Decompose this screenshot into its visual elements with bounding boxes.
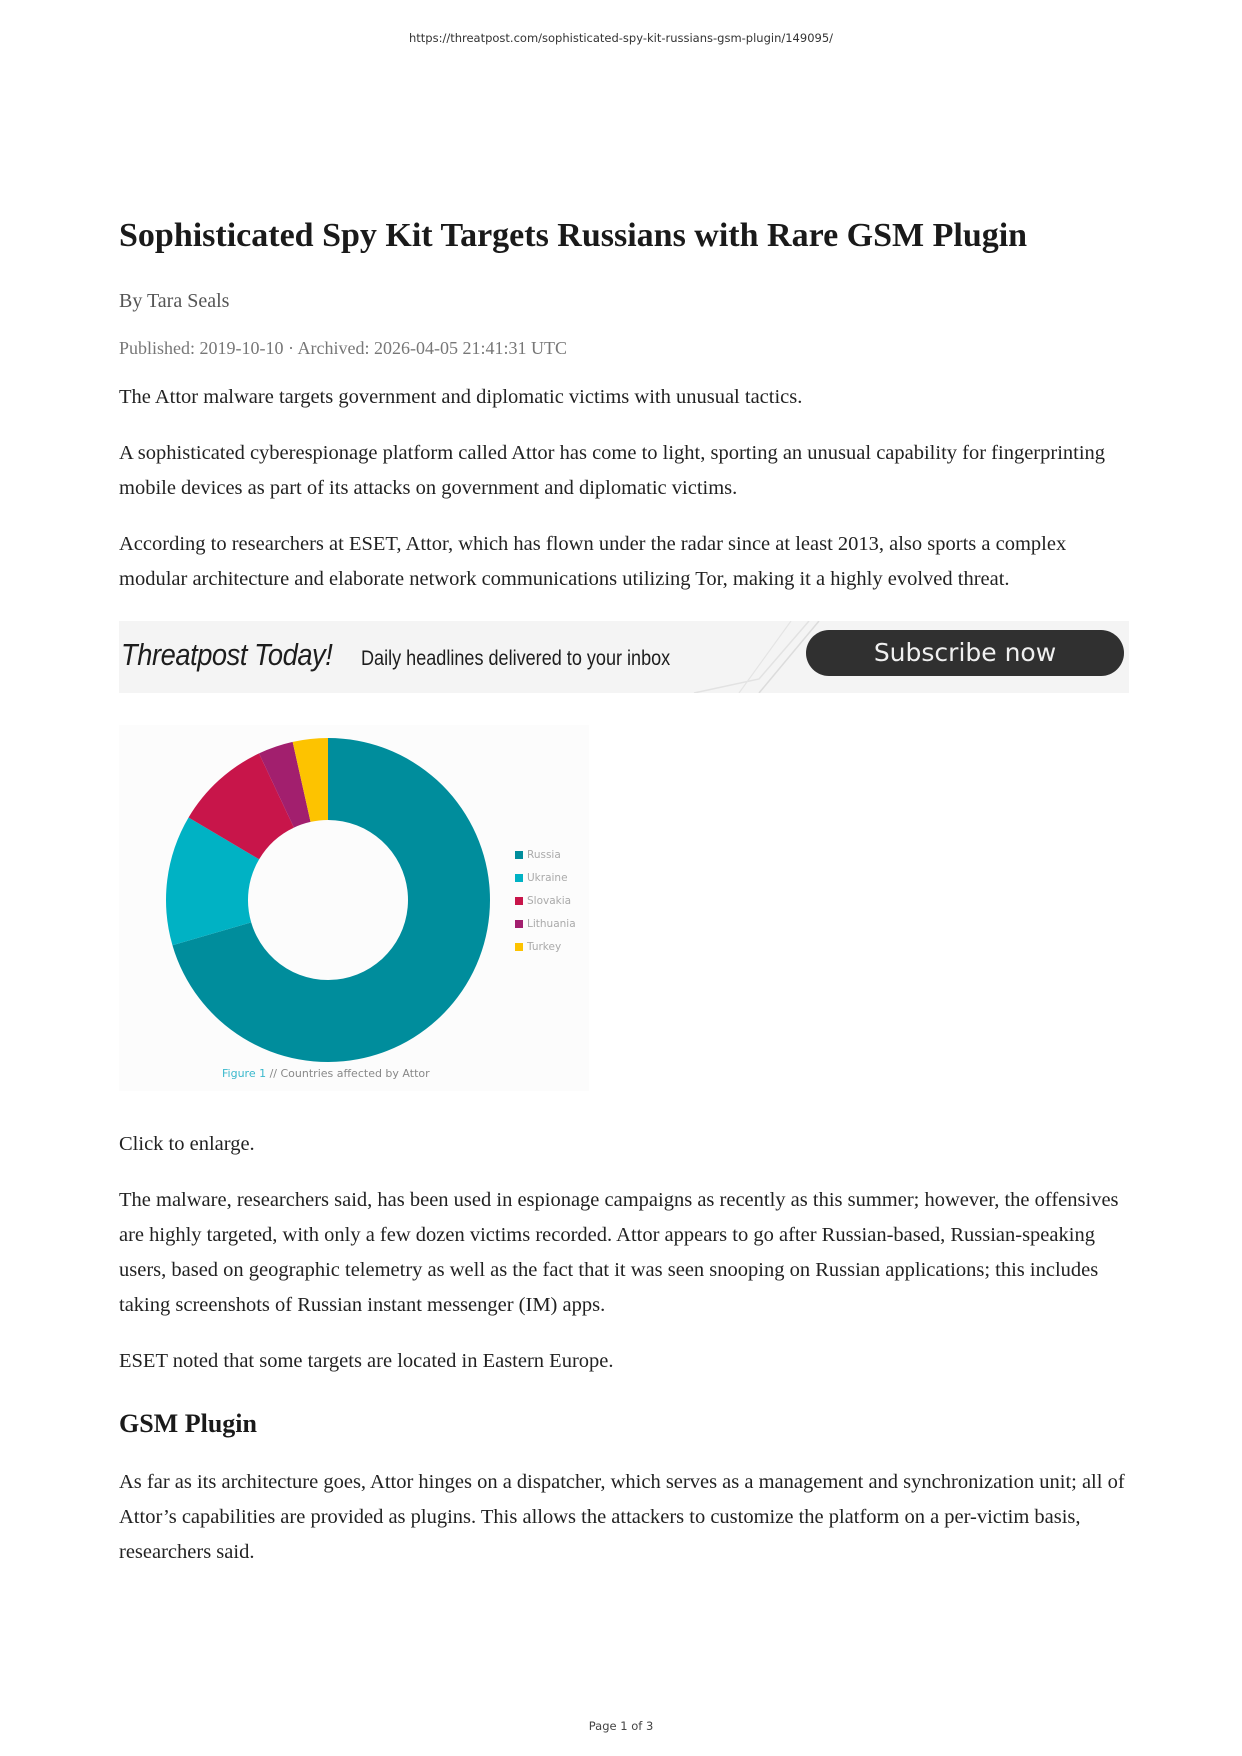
article-byline: By Tara Seals: [119, 290, 230, 312]
article: [119, 212, 1129, 1570]
legend-item-slovakia: [515, 889, 576, 912]
article-paragraph: The malware, researchers said, has been used in espionage campaigns as recently as this summer; however, the offensives are highly targeted, with only a few dozen victims recorded. Attor appears to go after Russian-based, Russian-speaking users, based on geographic telemetry as well as the fact that it was seen snooping on Russian applications; this includes taking screenshots of Russian instant messenger (IM) apps.: [119, 1189, 1119, 1316]
article-summary: The Attor malware targets government and diplomatic victims with unusual tactics.: [119, 386, 803, 408]
legend-swatch: [515, 874, 523, 882]
chart-legend: [515, 843, 576, 958]
article-title: Sophisticated Spy Kit Targets Russians with Rare GSM Plugin: [119, 217, 1028, 254]
legend-item-turkey: [515, 935, 576, 958]
newsletter-banner[interactable]: [119, 621, 1129, 693]
click-to-enlarge-text: Click to enlarge.: [119, 1133, 255, 1155]
article-paragraph: A sophisticated cyberespionage platform called Attor has come to light, sporting an unusual capability for fingerprinting mobile devices as part of its attacks on government and diplomatic victims.: [119, 442, 1106, 499]
legend-item-lithuania: [515, 912, 576, 935]
legend-item-russia: [515, 843, 576, 866]
legend-item-ukraine: [515, 866, 576, 889]
countries-donut-chart[interactable]: [119, 725, 589, 1091]
legend-label: Lithuania: [527, 917, 576, 930]
legend-label: Russia: [527, 848, 561, 861]
banner-brand: Threatpost Today!: [121, 637, 333, 672]
page-url-header: https://threatpost.com/sophisticated-spy-kit-russians-gsm-plugin/149095/: [408, 31, 834, 45]
figure-caption: [222, 1067, 430, 1080]
legend-label: Turkey: [527, 940, 562, 953]
subscribe-button[interactable]: Subscribe now: [806, 630, 1124, 676]
figure-caption-text: // Countries affected by Attor: [266, 1067, 430, 1080]
figure-caption-label: Figure 1: [222, 1067, 267, 1080]
article-paragraph: As far as its architecture goes, Attor hinges on a dispatcher, which serves as a management and synchronization unit; all of Attor’s capabilities are provided as plugins. This allows the attackers to customize the platform on a per-victim basis, researchers said.: [119, 1471, 1125, 1563]
article-paragraph: ESET noted that some targets are located in Eastern Europe.: [119, 1350, 614, 1372]
legend-swatch: [515, 897, 523, 905]
article-meta: Published: 2019-10-10 · Archived: 2026-04-05 21:41:31 UTC: [119, 338, 567, 358]
legend-swatch: [515, 851, 523, 859]
legend-swatch: [515, 920, 523, 928]
section-heading: GSM Plugin: [119, 1409, 257, 1438]
page-number: Page 1 of 3: [588, 1719, 654, 1733]
banner-tagline: Daily headlines delivered to your inbox: [361, 647, 671, 670]
legend-label: Slovakia: [527, 894, 572, 907]
legend-label: Ukraine: [527, 871, 568, 884]
legend-swatch: [515, 943, 523, 951]
article-paragraph: According to researchers at ESET, Attor, which has flown under the radar since at least 2013, also sports a complex modular architecture and elaborate network communications utilizing Tor, making it a highly evolved threat.: [119, 533, 1067, 590]
